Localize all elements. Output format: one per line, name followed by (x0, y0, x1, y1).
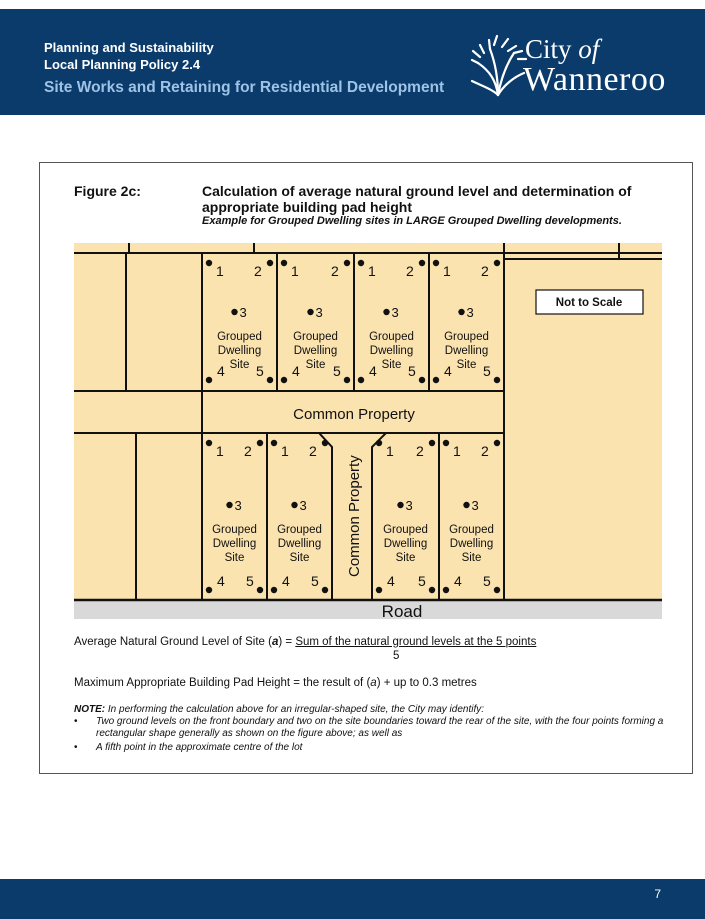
ground-level-point (419, 260, 425, 266)
page-header (0, 9, 705, 115)
point-3-label: 3 (315, 305, 323, 320)
point-1-label: 1 (216, 443, 224, 459)
logo-city-text: City of (525, 34, 600, 64)
site-diagram (74, 243, 662, 619)
point-3-label: 3 (471, 498, 479, 513)
site-label-line3: Site (224, 552, 245, 564)
point-3-label: 3 (405, 498, 413, 513)
figure-subtitle: Example for Grouped Dwelling sites in LARGE Grouped Dwelling developments. (202, 215, 622, 227)
point-1-label: 1 (386, 443, 394, 459)
ground-level-point (267, 260, 273, 266)
ground-level-point (463, 502, 469, 508)
site-label-line1: Grouped (293, 331, 338, 343)
figure-title: Calculation of average natural ground level and determination of appropriate building pad height (202, 183, 632, 215)
header-policy: Local Planning Policy 2.4 (44, 57, 201, 72)
point-2-label: 2 (254, 263, 262, 279)
formula-denominator: 5 (393, 650, 400, 662)
site-label-line3: Site (395, 552, 416, 564)
point-4-label: 4 (217, 363, 225, 379)
point-5-label: 5 (483, 573, 491, 589)
ground-level-point (226, 502, 232, 508)
page-number: 7 (654, 887, 661, 901)
point-1-label: 1 (291, 263, 299, 279)
site-label-line1: Grouped (449, 524, 494, 536)
ground-level-point (307, 309, 313, 315)
ground-level-point (206, 377, 212, 383)
ground-level-point (231, 309, 237, 315)
ground-level-point (267, 377, 273, 383)
figure-label: Figure 2c: (74, 183, 141, 199)
ground-level-point (281, 377, 287, 383)
point-1-label: 1 (443, 263, 451, 279)
site-label-line2: Dwelling (449, 538, 494, 550)
point-5-label: 5 (246, 573, 254, 589)
note-text: NOTE: In performing the calculation above for an irregular-shaped site, the City may identify: (74, 704, 485, 715)
point-1-label: 1 (368, 263, 376, 279)
ground-level-point (376, 440, 382, 446)
point-1-label: 1 (281, 443, 289, 459)
site-label-line2: Dwelling (212, 538, 257, 550)
formula-numerator: Sum of the natural ground levels at the 5 points (295, 636, 537, 648)
ground-level-point (433, 260, 439, 266)
point-4-label: 4 (282, 573, 290, 589)
ground-level-point (376, 587, 382, 593)
ground-level-point (257, 440, 263, 446)
site-label-line2: Dwelling (444, 345, 489, 357)
site-label-line3: Site (381, 359, 402, 371)
ground-level-point (494, 587, 500, 593)
ground-level-point (322, 440, 328, 446)
ground-level-point (383, 309, 389, 315)
road-band (74, 600, 662, 619)
ground-level-point (419, 377, 425, 383)
ground-level-point (206, 587, 212, 593)
point-5-label: 5 (256, 363, 264, 379)
ground-level-point (443, 440, 449, 446)
ground-level-point (433, 377, 439, 383)
average-formula: Average Natural Ground Level of Site (a) = Sum of the natural ground levels at the 5 points (74, 636, 537, 648)
point-2-label: 2 (406, 263, 414, 279)
site-label-line3: Site (456, 359, 477, 371)
site-label-line3: Site (289, 552, 310, 564)
point-5-label: 5 (418, 573, 426, 589)
ground-level-point (429, 587, 435, 593)
ground-level-point (206, 260, 212, 266)
city-logo-icon (468, 31, 528, 99)
point-2-label: 2 (481, 263, 489, 279)
site-label-line3: Site (305, 359, 326, 371)
site-label-line2: Dwelling (277, 538, 322, 550)
point-3-label: 3 (239, 305, 247, 320)
point-4-label: 4 (217, 573, 225, 589)
point-5-label: 5 (483, 363, 491, 379)
site-label-line3: Site (461, 552, 482, 564)
ground-level-point (494, 440, 500, 446)
ground-level-point (358, 260, 364, 266)
point-5-label: 5 (333, 363, 341, 379)
not-to-scale-label: Not to Scale (555, 297, 623, 309)
site-label-line1: Grouped (444, 331, 489, 343)
ground-level-point (271, 440, 277, 446)
ground-level-point (322, 587, 328, 593)
site-label-line1: Grouped (217, 331, 262, 343)
point-5-label: 5 (311, 573, 319, 589)
header-department: Planning and Sustainability (44, 40, 214, 55)
point-4-label: 4 (454, 573, 462, 589)
ground-level-point (358, 377, 364, 383)
ground-level-point (257, 587, 263, 593)
ground-level-point (494, 377, 500, 383)
ground-level-point (291, 502, 297, 508)
point-2-label: 2 (481, 443, 489, 459)
point-4-label: 4 (444, 363, 452, 379)
site-label-line2: Dwelling (293, 345, 338, 357)
site-label-line1: Grouped (212, 524, 257, 536)
site-label-line1: Grouped (383, 524, 428, 536)
max-pad-height: Maximum Appropriate Building Pad Height = the result of (a) + up to 0.3 metres (74, 677, 477, 689)
ground-level-point (344, 260, 350, 266)
page-footer (0, 879, 705, 919)
site-label-line3: Site (229, 359, 250, 371)
site-label-line1: Grouped (277, 524, 322, 536)
point-3-label: 3 (299, 498, 307, 513)
point-3-label: 3 (466, 305, 474, 320)
ground-level-point (206, 440, 212, 446)
ground-level-point (458, 309, 464, 315)
ground-level-point (397, 502, 403, 508)
common-property-vertical-label: Common Property (346, 455, 363, 577)
ground-level-point (443, 587, 449, 593)
point-4-label: 4 (292, 363, 300, 379)
road-label: Road (381, 602, 423, 619)
ground-level-point (494, 260, 500, 266)
header-title: Site Works and Retaining for Residential Development (44, 79, 445, 96)
point-1-label: 1 (453, 443, 461, 459)
ground-level-point (429, 440, 435, 446)
point-3-label: 3 (391, 305, 399, 320)
point-2-label: 2 (309, 443, 317, 459)
ground-level-point (281, 260, 287, 266)
logo-name-text: Wanneroo (523, 61, 666, 98)
point-2-label: 2 (244, 443, 252, 459)
site-label-line1: Grouped (369, 331, 414, 343)
ground-level-point (271, 587, 277, 593)
point-3-label: 3 (234, 498, 242, 513)
site-label-line2: Dwelling (217, 345, 262, 357)
point-2-label: 2 (331, 263, 339, 279)
point-5-label: 5 (408, 363, 416, 379)
point-4-label: 4 (387, 573, 395, 589)
site-label-line2: Dwelling (383, 538, 428, 550)
point-4-label: 4 (369, 363, 377, 379)
site-label-line2: Dwelling (369, 345, 414, 357)
common-property-label: Common Property (293, 406, 415, 423)
ground-level-point (344, 377, 350, 383)
point-2-label: 2 (416, 443, 424, 459)
point-1-label: 1 (216, 263, 224, 279)
